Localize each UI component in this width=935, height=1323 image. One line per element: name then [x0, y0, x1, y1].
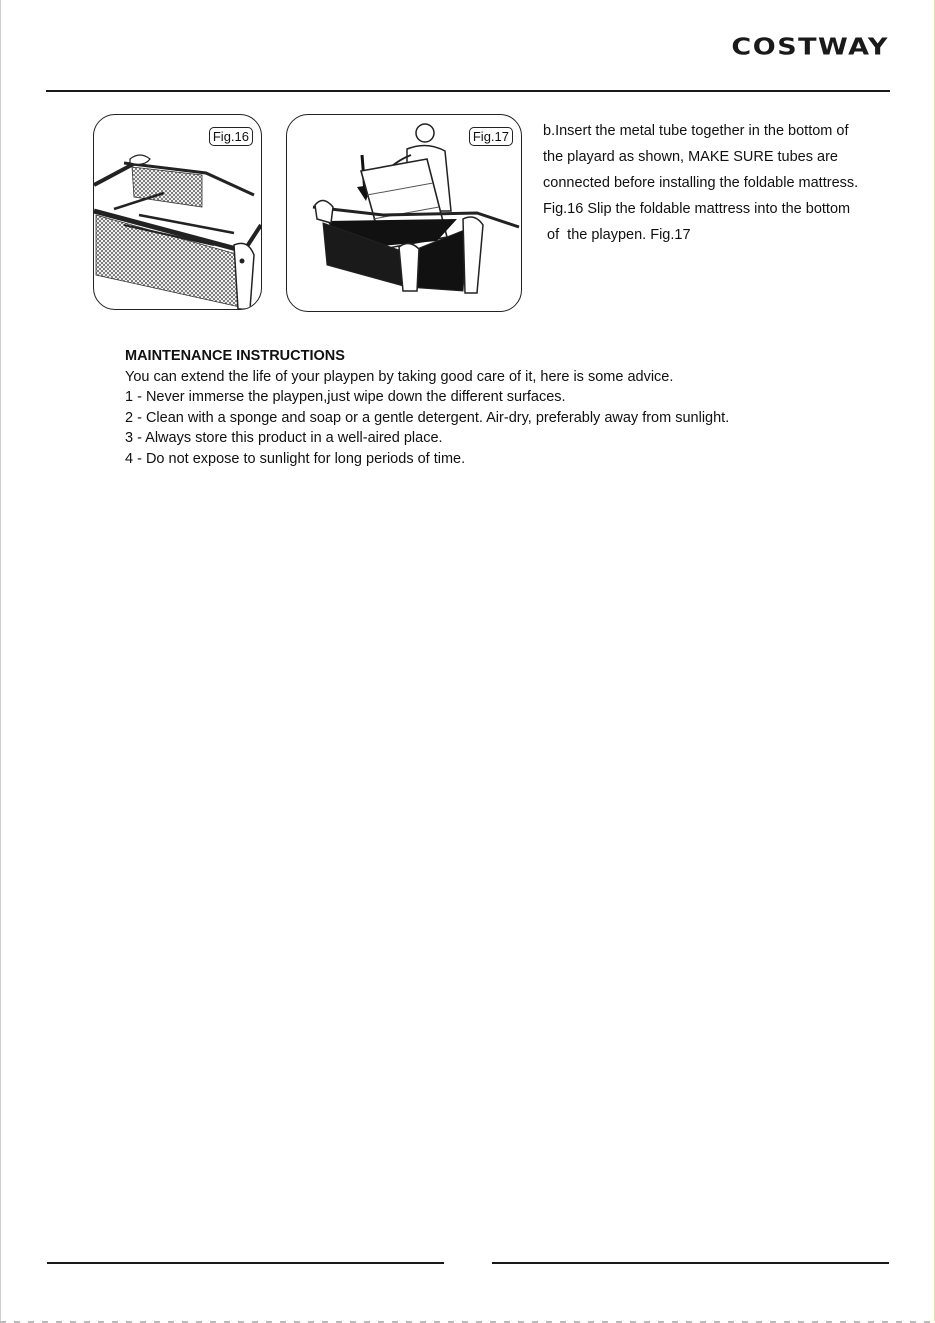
maintenance-section [125, 346, 845, 469]
maintenance-intro: You can extend the life of your playpen by taking good care of it, here is some advice. [125, 368, 674, 385]
maintenance-list [125, 387, 845, 469]
footer-rule-right [492, 1262, 889, 1264]
figure-16 [93, 114, 262, 310]
instruction-line: the playard as shown, MAKE SURE tubes are [543, 149, 838, 165]
figure-17 [286, 114, 522, 312]
footer-rule-left [47, 1262, 444, 1264]
instruction-line: of the playpen. Fig.17 [543, 227, 691, 243]
assembly-instructions [543, 118, 913, 248]
header-rule [46, 90, 890, 92]
maintenance-title: MAINTENANCE INSTRUCTIONS [125, 348, 345, 364]
list-item: 3 - Always store this product in a well-aired place. [125, 430, 443, 446]
list-item: 4 - Do not expose to sunlight for long periods of time. [125, 450, 466, 467]
instruction-line: connected before installing the foldable mattress. [543, 175, 859, 191]
instruction-line: Fig.16 Slip the foldable mattress into the bottom [543, 201, 851, 217]
list-item: 1 - Never immerse the playpen,just wipe down the different surfaces. [125, 389, 566, 405]
brand-logo: COSTWAY [731, 34, 889, 61]
fig-17-label: Fig.17 [469, 127, 513, 146]
instruction-line: b.Insert the metal tube together in the bottom of [543, 123, 849, 139]
list-item: 2 - Clean with a sponge and soap or a gentle detergent. Air-dry, preferably away from sunlight. [125, 409, 730, 426]
fig-16-label: Fig.16 [209, 127, 253, 146]
